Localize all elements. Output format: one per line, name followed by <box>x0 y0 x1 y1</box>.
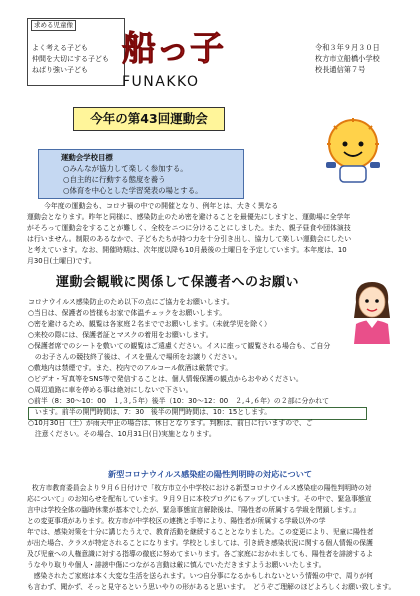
covid-line: 感染されたご家庭は本く大変な生活を送られます。いつ自分事になるかもしれないという情報の中で、周りが何 <box>27 572 373 580</box>
request-item: ○ビデオ・写真等をSNS等で発信することは、個人情報保護の観点からおやめください。 <box>28 375 303 383</box>
intro-line: 月30日(土曜日)です。 <box>27 257 96 265</box>
ideal-line-1: よく考える子ども <box>32 44 88 52</box>
section-title-covid: 新型コロナウイルス感染症の陽性判明時の対応について <box>107 469 313 479</box>
section-title-parents: 運動会観戦に関係して保護者へのお願い <box>56 275 300 290</box>
request-item: います。前半の開門時間は、7：30 後半の開門時間は、10：15とします。 <box>28 408 272 416</box>
covid-line: 枚方市教育委員会より９月６日付けで「枚方市立小中学校における新型コロナウイルス感染症の陽性判明時の対 <box>32 484 372 492</box>
issue-info <box>315 42 380 75</box>
logo-romaji: FUNAKKO <box>122 74 200 90</box>
request-item: ○当日は、保護者の皆様もお家で体温チェックをお願いします。 <box>28 309 227 317</box>
intro-line: は行いません。制限のあるなかで、子どもたちが持つ力を十分引き出し、協力して楽しい運動会にしたい <box>27 235 352 243</box>
covid-line: 年では、感染対策を十分に講じたうえで、教育活動を継続することとなりました。この変更により、児童に陽性者 <box>27 528 374 536</box>
funakko-logo <box>120 20 250 90</box>
covid-line: 及び児童への人権意識に対する指導の徹底に努めてまいります。各ご家庭におかれましても、陽性者を誹謗するよ <box>27 550 374 558</box>
request-item: ○10月30日（土）が雨天中止の場合は、休日となります。判断は、前日に行いますので、ご <box>28 419 313 427</box>
request-item: のお子さんの競技終了後は、イスを畳んで場所をお譲りください。 <box>28 353 242 361</box>
request-item: ○来校の際には、保護者証とマスクの着用をお願いします。 <box>28 331 213 339</box>
page-title: 今年の第43回運動会 <box>73 107 225 131</box>
request-item: ○敷地内は禁煙です。また、校内でのアルコール飲酒は厳禁です。 <box>28 364 233 372</box>
teacher-illustration <box>346 278 398 344</box>
goals-heading: 運動会学校目標 <box>61 153 113 162</box>
request-item: 注意ください。その場合、10月31日(日)実施となります。 <box>28 430 216 438</box>
covid-line: が出た場合、クラスが特定されることになります。学校としましては、引き続き感染状況に関する個人情報の保護 <box>27 539 373 547</box>
covid-line: うなやり取りや個人・誹謗中傷につながる言動は厳に慎んでいただきますようお願いいたします。 <box>27 561 326 569</box>
request-item: ○保護者席でのシートを敷いての観覧はご遠慮ください。イスに座って観覧される場合も、ご自分 <box>28 342 331 350</box>
section2-lead: コロナウイルス感染防止のため以下の点にご協力をお願いします。 <box>28 298 234 306</box>
ideal-line-2: 仲間を大切にする子ども <box>32 55 109 63</box>
request-item: ○前半（8：30～10：00 １,３,５年）後半（10：30～12：00 ２,４,６年）の２部に分かれて <box>28 397 330 405</box>
goal-item: ○自主的に行動する態度を養う <box>63 175 166 184</box>
logo-text: 船っ子 <box>122 29 224 69</box>
school-name: 枚方市立船橋小学校 <box>315 54 380 63</box>
covid-line: も言わず、聞かず、そっと見守るという思いやりの形があると思います。 どうぞご理解のほどよろしくお願い致します。 <box>27 583 396 591</box>
request-item: ○密を避けるため、観覧は各家庭２名まででお願いします。（未就学児を除く） <box>28 320 271 328</box>
intro-line: 今年度の運動会も、コロナ禍の中での開催となり、例年とは、大きく異なる <box>44 202 279 210</box>
goal-item: ○体育を中心とした学習発表の場とする。 <box>63 186 203 195</box>
ideal-child-tag: 求める児童像 <box>31 20 76 31</box>
intro-line: 運動会となります。昨年と同様に、感染防止のため密を避けることを最優先にしますと、運動場に全学年 <box>27 213 351 221</box>
covid-line: との変更事項があります。枚方市が中学校区の連携と手等により、陽性者が所属する学級以外の学 <box>27 517 326 525</box>
covid-line: 言中は学校全体の臨時休業が基本でしたが、緊急事態宣言解除後は、『陽性者の所属する学級を閉鎖します。』 <box>27 506 360 514</box>
intro-line: がそろって運動会をすることが難しく、全校をニつに分けることにしました。また、親子昼食や団体演技 <box>27 224 351 232</box>
covid-line: 応について」のお知らせを配布しています。９月９日に本校ブログにもアップしています。その中で、緊急事態宣 <box>27 495 372 503</box>
request-item-highlighted: ○周辺道路に車を停める事は絶対にしないで下さい。 <box>28 386 193 394</box>
school-goals-box <box>38 149 244 199</box>
ideal-line-3: ねばり強い子ども <box>32 66 88 74</box>
mascot-illustration <box>322 118 384 188</box>
goal-item: ○みんなが協力して楽しく参加する。 <box>63 164 188 173</box>
intro-line: と考えています。なお、開催時期は、次年度以降も10月最後の土曜日を予定しています。本年度は、10 <box>27 246 347 254</box>
issue-number: 校長通信第７号 <box>315 65 366 74</box>
issue-date: 令和３年９月３０日 <box>315 43 380 52</box>
